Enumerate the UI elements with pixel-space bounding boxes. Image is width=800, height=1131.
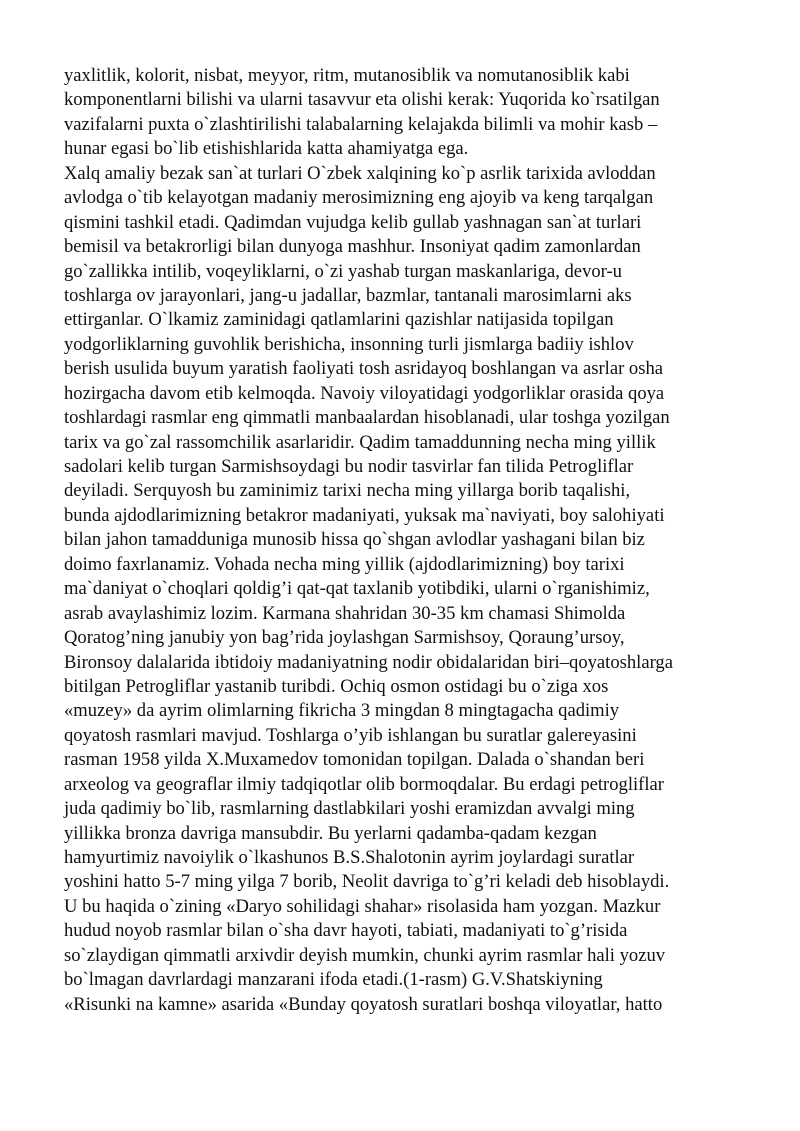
text-line: tarix va go`zal rassomchilik asarlaridir. Qadim tamaddunning necha ming yillik [64, 431, 656, 453]
text-line: komponentlarni bilishi va ularni tasavvur eta olishi kerak: Yuqorida ko`rsatilgan [64, 89, 660, 111]
text-line: vazifalarni puxta o`zlashtirilishi talabalarning kelajakda bilimli va mohir kasb – [64, 113, 658, 135]
text-line: avlodga o`tib kelayotgan madaniy merosimizning eng ajoyib va keng tarqalgan [64, 187, 654, 209]
text-line: toshlarga ov jarayonlari, jang-u jadallar, bazmlar, tantanali marosimlarni aks [64, 284, 632, 306]
text-line: doimo faxrlanamiz. Vohada necha ming yillik (ajdodlarimizning) boy tarixi [64, 553, 625, 575]
text-line: «muzey» da ayrim olimlarning fikricha 3 mingdan 8 mingtagacha qadimiy [64, 700, 620, 722]
text-line: Bironsoy dalalarida ibtidoiy madaniyatning nodir obidalaridan biri–qoyatoshlarga [64, 651, 673, 673]
text-line: bilan jahon tamadduniga munosib hissa qo`shgan avlodlar yashagani bilan biz [64, 529, 645, 551]
text-line: «Risunki na kamne» asarida «Bunday qoyatosh suratlari boshqa viloyatlar, hatto [64, 993, 663, 1015]
text-line: U bu haqida o`zining «Daryo sohilidagi shahar» risolasida ham yozgan. Mazkur [64, 895, 661, 917]
text-line: hunar egasi bo`lib etishishlarida katta ahamiyatga ega. [64, 138, 469, 160]
text-line: asrab avaylashimiz lozim. Karmana shahridan 30-35 km chamasi Shimolda [64, 602, 626, 624]
text-line: qismini tashkil etadi. Qadimdan vujudga kelib gullab yashnagan san`at turlari [64, 211, 642, 233]
text-line: bunda ajdodlarimizning betakror madaniyati, yuksak ma`naviyati, boy salohiyati [64, 504, 665, 526]
text-line: yillikka bronza davriga mansubdir. Bu yerlarni qadamba-qadam kezgan [64, 822, 597, 844]
text-line: berish usulida buyum yaratish faoliyati tosh asridayoq boshlangan va asrlar osha [64, 358, 663, 380]
text-line: bitilgan Petrogliflar yastanib turibdi. Ochiq osmon ostidagi bu o`ziga xos [64, 675, 609, 697]
text-line: go`zallikka intilib, voqeyliklarni, o`zi yashab turgan maskanlariga, devor-u [64, 260, 622, 282]
text-line: yoshini hatto 5-7 ming yilga 7 borib, Neolit davriga to`g’ri keladi deb hisoblaydi. [64, 871, 670, 893]
text-line: yaxlitlik, kolorit, nisbat, meyyor, ritm, mutanosiblik va nomutanosiblik kabi [64, 65, 630, 86]
text-line: rasman 1958 yilda X.Muxamedov tomonidan topilgan. Dalada o`shandan beri [64, 749, 645, 771]
text-line: yodgorliklarning guvohlik berishicha, insonning turli jismlarga badiiy ishlov [64, 333, 634, 355]
document-page [64, 64, 772, 1017]
text-line: Qoratog’ning janubiy yon bag’rida joylashgan Sarmishsoy, Qoraung’ursoy, [64, 627, 625, 649]
text-line: bo`lmagan davrlardagi manzarani ifoda etadi.(1-rasm) G.V.Shatskiyning [64, 969, 603, 991]
text-line: arxeolog va geograflar ilmiy tadqiqotlar olib bormoqdalar. Bu erdagi petrogliflar [64, 773, 664, 795]
text-line: so`zlaydigan qimmatli arxivdir deyish mumkin, chunki ayrim rasmlar hali yozuv [64, 944, 666, 966]
text-line: ma`daniyat o`choqlari qoldig’i qat-qat taxlanib yotibdiki, ularni o`rganishimiz, [64, 578, 650, 600]
text-line: bemisil va betakrorligi bilan dunyoga mashhur. Insoniyat qadim zamonlardan [64, 236, 641, 258]
text-line: deyiladi. Serquyosh bu zaminimiz tarixi necha ming yillarga borib taqalishi, [64, 480, 631, 502]
text-line: hudud noyob rasmlar bilan o`sha davr hayoti, tabiati, madaniyati to`g’risida [64, 920, 628, 942]
text-line: toshlardagi rasmlar eng qimmatli manbaalardan hisoblanadi, ular toshga yozilgan [64, 407, 670, 429]
text-line: hozirgacha davom etib kelmoqda. Navoiy viloyatidagi yodgorliklar orasida qoya [64, 382, 665, 404]
text-line: qoyatosh rasmlari mavjud. Toshlarga o’yib ishlangan bu suratlar galereyasini [64, 724, 637, 746]
text-line: sadolari kelib turgan Sarmishsoydagi bu nodir tasvirlar fan tilida Petrogliflar [64, 456, 634, 477]
text-line: Xalq amaliy bezak san`at turlari O`zbek xalqining ko`p asrlik tarixida avloddan [64, 162, 656, 184]
text-line: ettirganlar. O`lkamiz zaminidagi qatlamlarini qazishlar natijasida topilgan [64, 309, 614, 331]
text-line: hamyurtimiz navoiylik o`lkashunos B.S.Shalotonin ayrim joylardagi suratlar [64, 847, 635, 868]
text-line: juda qadimiy bo`lib, rasmlarning dastlabkilari yoshi eramizdan avvalgi ming [64, 798, 635, 820]
